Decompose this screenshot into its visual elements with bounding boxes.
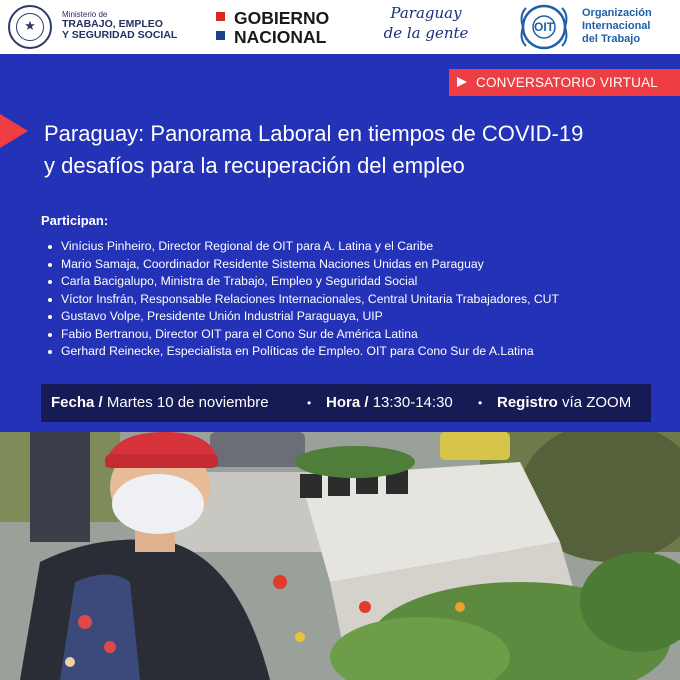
play-icon [457, 77, 467, 87]
oit-emblem-icon [516, 3, 572, 51]
separator-dot: • [307, 396, 312, 410]
market-vendor-photo [0, 432, 680, 680]
oit-line2: Internacional [582, 20, 651, 32]
ministry-line3: Y SEGURIDAD SOCIAL [62, 29, 178, 42]
gobierno-flag-blue-icon [216, 31, 225, 40]
header-logos [0, 0, 680, 54]
slogan-line2: de la gente [383, 24, 469, 42]
conversatorio-badge [449, 69, 680, 96]
hora [326, 384, 453, 422]
hora-label: Hora / [326, 394, 369, 411]
oit-abbr: OIT [534, 20, 554, 34]
registro-value: vía ZOOM [562, 394, 632, 411]
slogan-line1: Paraguay [390, 4, 462, 22]
ministry-logo [62, 11, 177, 41]
paraguay-de-la-gente-logo [376, 3, 476, 43]
gobierno-line1: GOBIERNO [234, 8, 330, 28]
title-arrow-icon [0, 114, 28, 148]
participant-item: Mario Samaja, Coordinador Residente Sistema Naciones Unidas en Paraguay [47, 256, 677, 274]
participant-item: Gerhard Reinecke, Especialista en Políticas de Empleo. OIT para Cono Sur de A.Latina [47, 343, 677, 361]
participant-item: Fabio Bertranou, Director OIT para el Cono Sur de América Latina [47, 326, 677, 344]
ministry-seal-icon: ★ [8, 5, 52, 49]
participants-list [47, 238, 677, 361]
participant-item: Carla Bacigalupo, Ministra de Trabajo, Empleo y Seguridad Social [47, 273, 677, 291]
ministry-line2: TRABAJO, EMPLEO [62, 18, 163, 31]
hora-value: 13:30-14:30 [372, 394, 453, 411]
gobierno-line2: NACIONAL [234, 27, 327, 47]
oit-line1: Organización [582, 7, 652, 19]
separator-dot: • [478, 396, 483, 410]
registro-label: Registro [497, 394, 558, 411]
badge-label: CONVERSATORIO VIRTUAL [476, 75, 658, 90]
participants-label: Participan: [41, 213, 109, 228]
participant-item: Víctor Insfrán, Responsable Relaciones Internacionales, Central Unitaria Trabajadores, CUT [47, 291, 677, 309]
title-line1: Paraguay: Panorama Laboral en tiempos de COVID-19 [44, 121, 584, 146]
fecha-value: Martes 10 de noviembre [106, 394, 269, 411]
gobierno-flag-red-icon [216, 12, 225, 21]
fecha [51, 384, 269, 422]
oit-logo-text [582, 7, 652, 46]
participant-item: Gustavo Volpe, Presidente Unión Industrial Paraguaya, UIP [47, 308, 677, 326]
gobierno-nacional-logo [234, 9, 329, 47]
oit-line3: del Trabajo [582, 33, 641, 45]
registro [497, 384, 631, 422]
participant-item: Vinícius Pinheiro, Director Regional de OIT para A. Latina y el Caribe [47, 238, 677, 256]
event-details-bar [41, 384, 651, 422]
fecha-label: Fecha / [51, 394, 103, 411]
title-line2: y desafíos para la recuperación del empleo [44, 153, 465, 178]
content-panel [0, 54, 680, 432]
ministry-line1: Ministerio de [62, 10, 108, 19]
event-title [44, 118, 669, 182]
